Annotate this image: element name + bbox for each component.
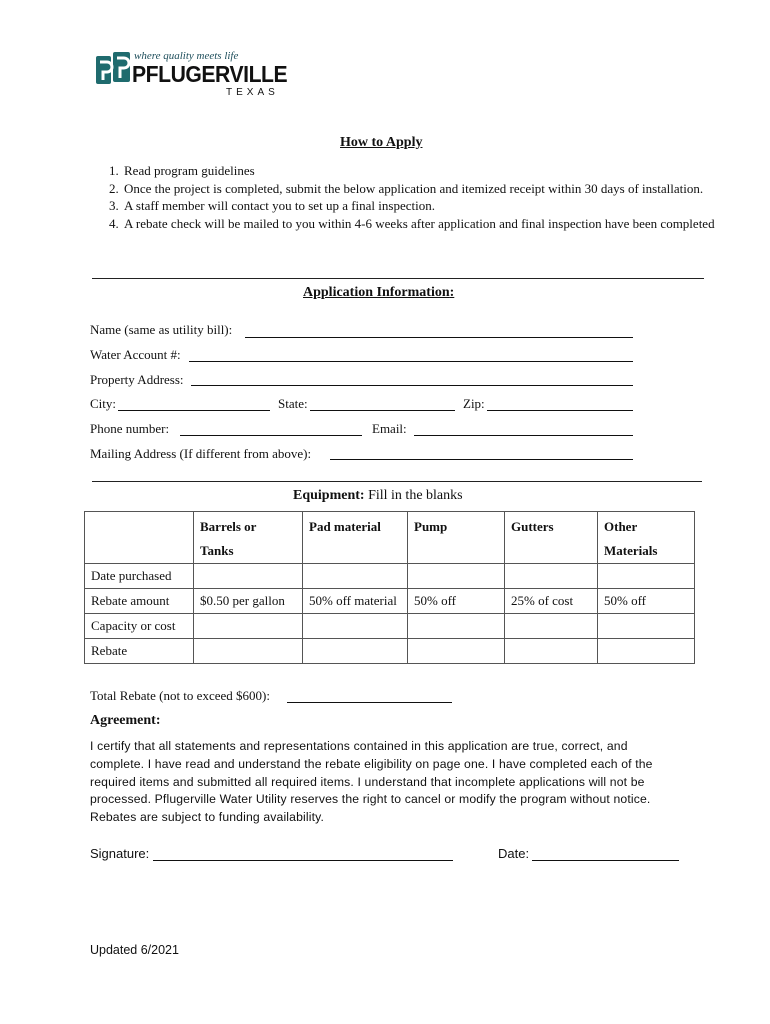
property-address-label: Property Address: — [90, 372, 184, 387]
table-row-label: Rebate — [85, 639, 194, 664]
table-cell[interactable] — [408, 639, 505, 664]
table-header-cell — [85, 512, 194, 564]
agreement-line: Rebates are subject to funding availability. — [90, 810, 325, 825]
table-cell[interactable] — [303, 564, 408, 589]
equipment-title-rest: Fill in the blanks — [364, 488, 463, 503]
step-item: 1. Read program guidelines — [122, 162, 722, 180]
equipment-title-bold: Equipment: — [293, 488, 365, 503]
table-cell: 50% off — [408, 589, 505, 614]
name-label: Name (same as utility bill): — [90, 322, 233, 337]
application-title-colon: : — [449, 285, 455, 300]
logo-state: TEXAS — [226, 87, 279, 98]
application-title — [303, 285, 454, 301]
signature-field[interactable] — [153, 860, 453, 861]
mailing-address-label: Mailing Address (If different from above): — [90, 446, 312, 461]
section-divider — [92, 481, 702, 482]
logo-tagline: where quality meets life — [134, 50, 239, 62]
table-row — [85, 614, 695, 639]
table-cell[interactable] — [408, 614, 505, 639]
table-cell[interactable] — [598, 639, 695, 664]
agreement-line: I certify that all statements and representations contained in this application are true, correct, and — [90, 739, 628, 753]
footer-updated: Updated 6/2021 — [90, 943, 179, 957]
equipment-title — [293, 488, 463, 504]
email-label: Email: — [372, 421, 407, 436]
table-header-cell: Pump — [408, 512, 505, 564]
how-to-apply-title: How to Apply — [340, 135, 423, 150]
table-row-label: Date purchased — [85, 564, 194, 589]
table-cell: $0.50 per gallon — [194, 589, 303, 614]
zip-label: Zip: — [463, 396, 485, 411]
table-cell[interactable] — [505, 639, 598, 664]
total-rebate-field[interactable] — [287, 702, 452, 703]
step-item: 4. A rebate check will be mailed to you within 4-6 weeks after application and final inspection have been completed — [122, 215, 722, 233]
table-cell[interactable] — [505, 564, 598, 589]
pflugerville-logo-icon — [96, 52, 130, 86]
how-to-apply-steps — [92, 162, 722, 232]
name-field[interactable] — [245, 337, 633, 338]
phone-field[interactable] — [180, 435, 362, 436]
table-row-label: Capacity or cost — [85, 614, 194, 639]
agreement-title: Agreement: — [90, 713, 161, 728]
table-header-cell: Pad material — [303, 512, 408, 564]
total-rebate-label: Total Rebate (not to exceed $600): — [90, 688, 270, 703]
water-account-field[interactable] — [189, 361, 633, 362]
table-header-cell: Gutters — [505, 512, 598, 564]
city-label: City: — [90, 396, 117, 411]
signature-label: Signature: — [90, 846, 150, 861]
table-cell[interactable] — [505, 614, 598, 639]
zip-field[interactable] — [487, 410, 633, 411]
pflugerville-logo — [96, 50, 296, 100]
table-header-cell: Barrels or Tanks — [194, 512, 303, 564]
state-label: State: — [278, 396, 308, 411]
agreement-line: required items and submitted all required items. I understand that incomplete applications will not be — [90, 774, 645, 789]
logo-name: PFLUGERVILLE — [132, 61, 288, 87]
table-row — [85, 564, 695, 589]
table-cell[interactable] — [194, 639, 303, 664]
table-row-label: Rebate amount — [85, 589, 194, 614]
date-field[interactable] — [532, 860, 679, 861]
mailing-address-field[interactable] — [330, 459, 633, 460]
table-row — [85, 639, 695, 664]
table-cell: 25% of cost — [505, 589, 598, 614]
table-cell[interactable] — [303, 614, 408, 639]
application-title-text: Application Information — [303, 285, 450, 300]
step-item: 3. A staff member will contact you to set up a final inspection. — [122, 197, 722, 215]
email-field[interactable] — [414, 435, 633, 436]
table-cell[interactable] — [194, 614, 303, 639]
table-cell[interactable] — [408, 564, 505, 589]
state-field[interactable] — [310, 410, 455, 411]
table-header-cell: Other Materials — [598, 512, 695, 564]
table-cell[interactable] — [303, 639, 408, 664]
table-cell[interactable] — [194, 564, 303, 589]
section-divider — [92, 278, 704, 279]
table-cell: 50% off material — [303, 589, 408, 614]
property-address-field[interactable] — [191, 385, 633, 386]
equipment-table — [84, 511, 695, 664]
city-field[interactable] — [118, 410, 270, 411]
date-label: Date: — [498, 846, 530, 861]
table-header-row — [85, 512, 695, 564]
phone-label: Phone number: — [90, 421, 170, 436]
agreement-line: processed. Pflugerville Water Utility reserves the right to cancel or modify the program without notice. — [90, 792, 651, 807]
agreement-line: complete. I have read and understand the rebate eligibility on page one. I have completed each of the — [90, 756, 653, 771]
table-cell[interactable] — [598, 564, 695, 589]
table-cell: 50% off — [598, 589, 695, 614]
table-row — [85, 589, 695, 614]
water-account-label: Water Account #: — [90, 347, 181, 362]
table-cell[interactable] — [598, 614, 695, 639]
step-item: 2. Once the project is completed, submit the below application and itemized receipt within 30 days of installation. — [122, 180, 722, 198]
agreement-text — [90, 738, 690, 827]
